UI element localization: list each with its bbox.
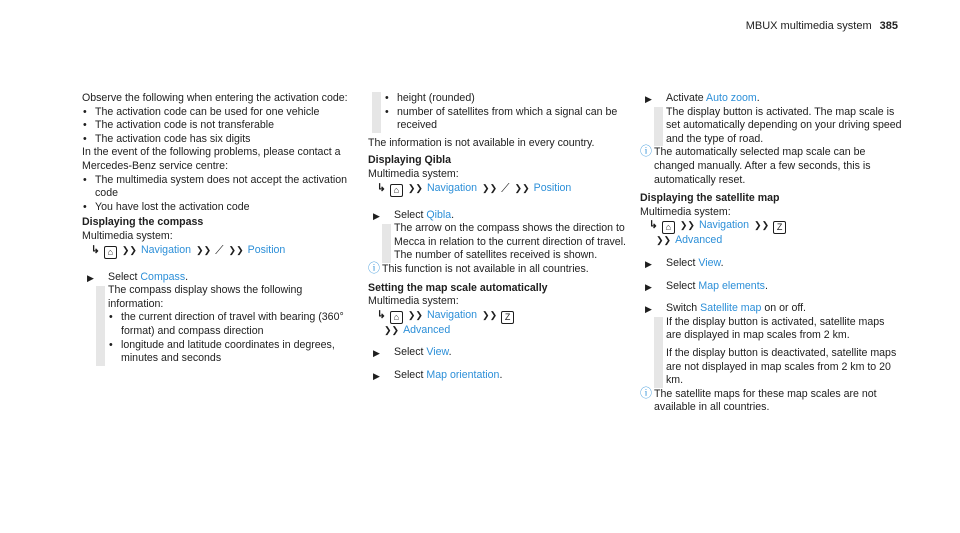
column-3 — [640, 92, 902, 415]
satellite-heading: Displaying the satellite map — [640, 192, 780, 205]
step-verb: Select — [394, 208, 424, 221]
step-line: Select Map orientation. — [394, 368, 503, 381]
settings-icon: Z — [501, 311, 514, 324]
step-line: Select Qibla. — [394, 208, 455, 221]
menu-path — [368, 309, 626, 324]
step-description: The compass display shows the following information: — [108, 284, 303, 310]
step-arrow-icon: ▶ — [87, 272, 94, 283]
satellite-map-link: Satellite map — [700, 302, 762, 315]
chevron-right-icon: ❯❯ — [656, 235, 672, 246]
step-switch-satellite-map — [640, 302, 902, 388]
header-title: MBUX multimedia system — [745, 20, 872, 32]
list-item: • The multimedia system does not accept the activation code — [82, 174, 354, 201]
home-icon: ⌂ — [662, 221, 675, 234]
intro-text: Observe the following when entering the activation code: — [82, 92, 348, 104]
step-select-map-elements — [640, 280, 902, 294]
step-description: The number of satellites received is shown. — [394, 249, 598, 262]
menu-path — [368, 182, 626, 197]
system-label: Multimedia system: — [368, 295, 459, 308]
step-verb: Select — [666, 256, 696, 269]
menu-path-continued — [368, 324, 626, 338]
menu-path — [82, 244, 354, 259]
compass-needle-icon: ⟋ — [215, 242, 224, 257]
note-text: The automatically selected map scale can be changed manually. After a few seconds, this is automatically reset. — [654, 146, 871, 186]
path-advanced: Advanced — [403, 323, 451, 336]
path-advanced: Advanced — [675, 234, 723, 247]
chevron-right-icon: ❯❯ — [754, 220, 770, 231]
step-select-view — [368, 346, 626, 360]
note — [368, 260, 626, 277]
settings-icon: Z — [773, 221, 786, 234]
compass-needle-icon: ⟋ — [501, 180, 510, 195]
system-label: Multimedia system: — [82, 229, 173, 242]
path-arrow-icon: ↳ — [377, 308, 386, 321]
menu-path-continued — [640, 234, 902, 248]
qibla-link: Qibla — [426, 208, 452, 221]
note — [640, 146, 902, 187]
list-item: • The activation code can be used for one vehicle — [82, 106, 354, 120]
page-number: 385 — [879, 20, 898, 32]
step-suffix: on or off. — [764, 302, 806, 315]
step-verb: Select — [108, 270, 138, 283]
chevron-right-icon: ❯❯ — [228, 244, 244, 255]
chevron-right-icon: ❯❯ — [679, 220, 695, 231]
note-text: The satellite maps for these map scales are not available in all countries. — [654, 387, 877, 414]
chevron-right-icon: ❯❯ — [407, 309, 423, 320]
list-item: • The activation code is not transferable — [82, 119, 354, 133]
info-text: The information is not available in every country. — [368, 136, 595, 149]
compass-heading: Displaying the compass — [82, 216, 204, 229]
path-arrow-icon: ↳ — [649, 219, 658, 232]
list-item: • The activation code has six digits — [82, 133, 354, 147]
path-navigation: Navigation — [426, 308, 478, 321]
chevron-right-icon: ❯❯ — [196, 244, 212, 255]
step-select-qibla — [368, 209, 626, 263]
column-1 — [82, 92, 354, 366]
chevron-right-icon: ❯❯ — [482, 309, 498, 320]
path-navigation: Navigation — [140, 243, 192, 256]
step-select-map-orientation — [368, 369, 626, 383]
menu-path — [640, 219, 902, 234]
list-item: • longitude and latitude coordinates in degrees, minutes and seconds — [108, 339, 354, 366]
step-arrow-icon: ▶ — [373, 370, 380, 381]
path-navigation: Navigation — [698, 219, 750, 232]
system-label: Multimedia system: — [368, 167, 459, 180]
note — [640, 385, 902, 415]
view-link: View — [698, 256, 721, 269]
step-bar — [372, 92, 381, 133]
chevron-right-icon: ❯❯ — [121, 244, 137, 255]
path-arrow-icon: ↳ — [91, 243, 100, 256]
path-position: Position — [533, 181, 572, 194]
step-description: If the display button is activated, satellite maps are displayed in map scales from 2 km. — [666, 315, 885, 342]
step-select-compass — [82, 271, 354, 366]
view-link: View — [426, 346, 449, 359]
map-elements-link: Map elements — [698, 279, 765, 292]
chevron-right-icon: ❯❯ — [514, 182, 530, 193]
step-verb: Select — [666, 279, 696, 292]
column-2 — [368, 92, 626, 383]
chevron-right-icon: ❯❯ — [384, 324, 400, 335]
list-item: • number of satellites from which a signal can be received — [384, 106, 626, 133]
list-item: • the current direction of travel with bearing (360° format) and compass direction — [108, 311, 354, 338]
path-position: Position — [247, 243, 286, 256]
step-select-view — [640, 257, 902, 271]
compass-link: Compass — [140, 270, 186, 283]
step-line: Select View. — [666, 256, 724, 269]
step-arrow-icon: ▶ — [373, 210, 380, 221]
home-icon: ⌂ — [390, 311, 403, 324]
info-icon: ⓘ — [640, 385, 653, 400]
info-icon: ⓘ — [640, 144, 653, 159]
map-scale-heading: Setting the map scale automatically — [368, 281, 548, 294]
step-description: The display button is activated. The map scale is set automatically depending on your driving speed and the type of road. — [666, 105, 902, 145]
home-icon: ⌂ — [104, 246, 117, 259]
list-item: • height (rounded) — [384, 92, 626, 106]
step-verb: Activate — [666, 92, 704, 104]
step-arrow-icon: ▶ — [645, 94, 652, 104]
step-line — [666, 302, 902, 316]
home-icon: ⌂ — [390, 184, 403, 197]
step-description: If the display button is deactivated, satellite maps are not displayed in map scales from 2 km to 20 km. — [666, 346, 897, 387]
step-verb: Select — [394, 368, 424, 381]
auto-zoom-link: Auto zoom — [706, 92, 757, 104]
step-activate-auto-zoom — [640, 92, 902, 146]
qibla-heading: Displaying Qibla — [368, 154, 452, 167]
map-orientation-link: Map orientation — [426, 368, 500, 381]
step-arrow-icon: ▶ — [645, 281, 652, 292]
step-description: The arrow on the compass shows the direction to Mecca in relation to the current direction of travel. — [394, 222, 626, 248]
path-navigation: Navigation — [426, 181, 478, 194]
continued-list — [368, 92, 626, 133]
step-arrow-icon: ▶ — [373, 348, 380, 359]
info-icon: ⓘ — [368, 260, 381, 275]
step-line: Activate Auto zoom. — [666, 92, 760, 104]
step-arrow-icon: ▶ — [645, 304, 652, 315]
step-arrow-icon: ▶ — [645, 258, 652, 269]
step-verb: Select — [394, 346, 424, 359]
path-arrow-icon: ↳ — [377, 181, 386, 194]
chevron-right-icon: ❯❯ — [482, 182, 498, 193]
chevron-right-icon: ❯❯ — [407, 182, 423, 193]
page-header — [746, 20, 898, 34]
step-line: Select View. — [394, 346, 452, 359]
list-item: • You have lost the activation code — [82, 201, 354, 215]
system-label: Multimedia system: — [640, 205, 731, 218]
note-text: This function is not available in all countries. — [382, 262, 589, 275]
step-line: Select Map elements. — [666, 279, 768, 292]
step-verb: Switch — [666, 302, 698, 315]
step-line: Select Compass. — [108, 270, 189, 283]
problems-text: In the event of the following problems, please contact a Mercedes-Benz service centre: — [82, 146, 341, 172]
